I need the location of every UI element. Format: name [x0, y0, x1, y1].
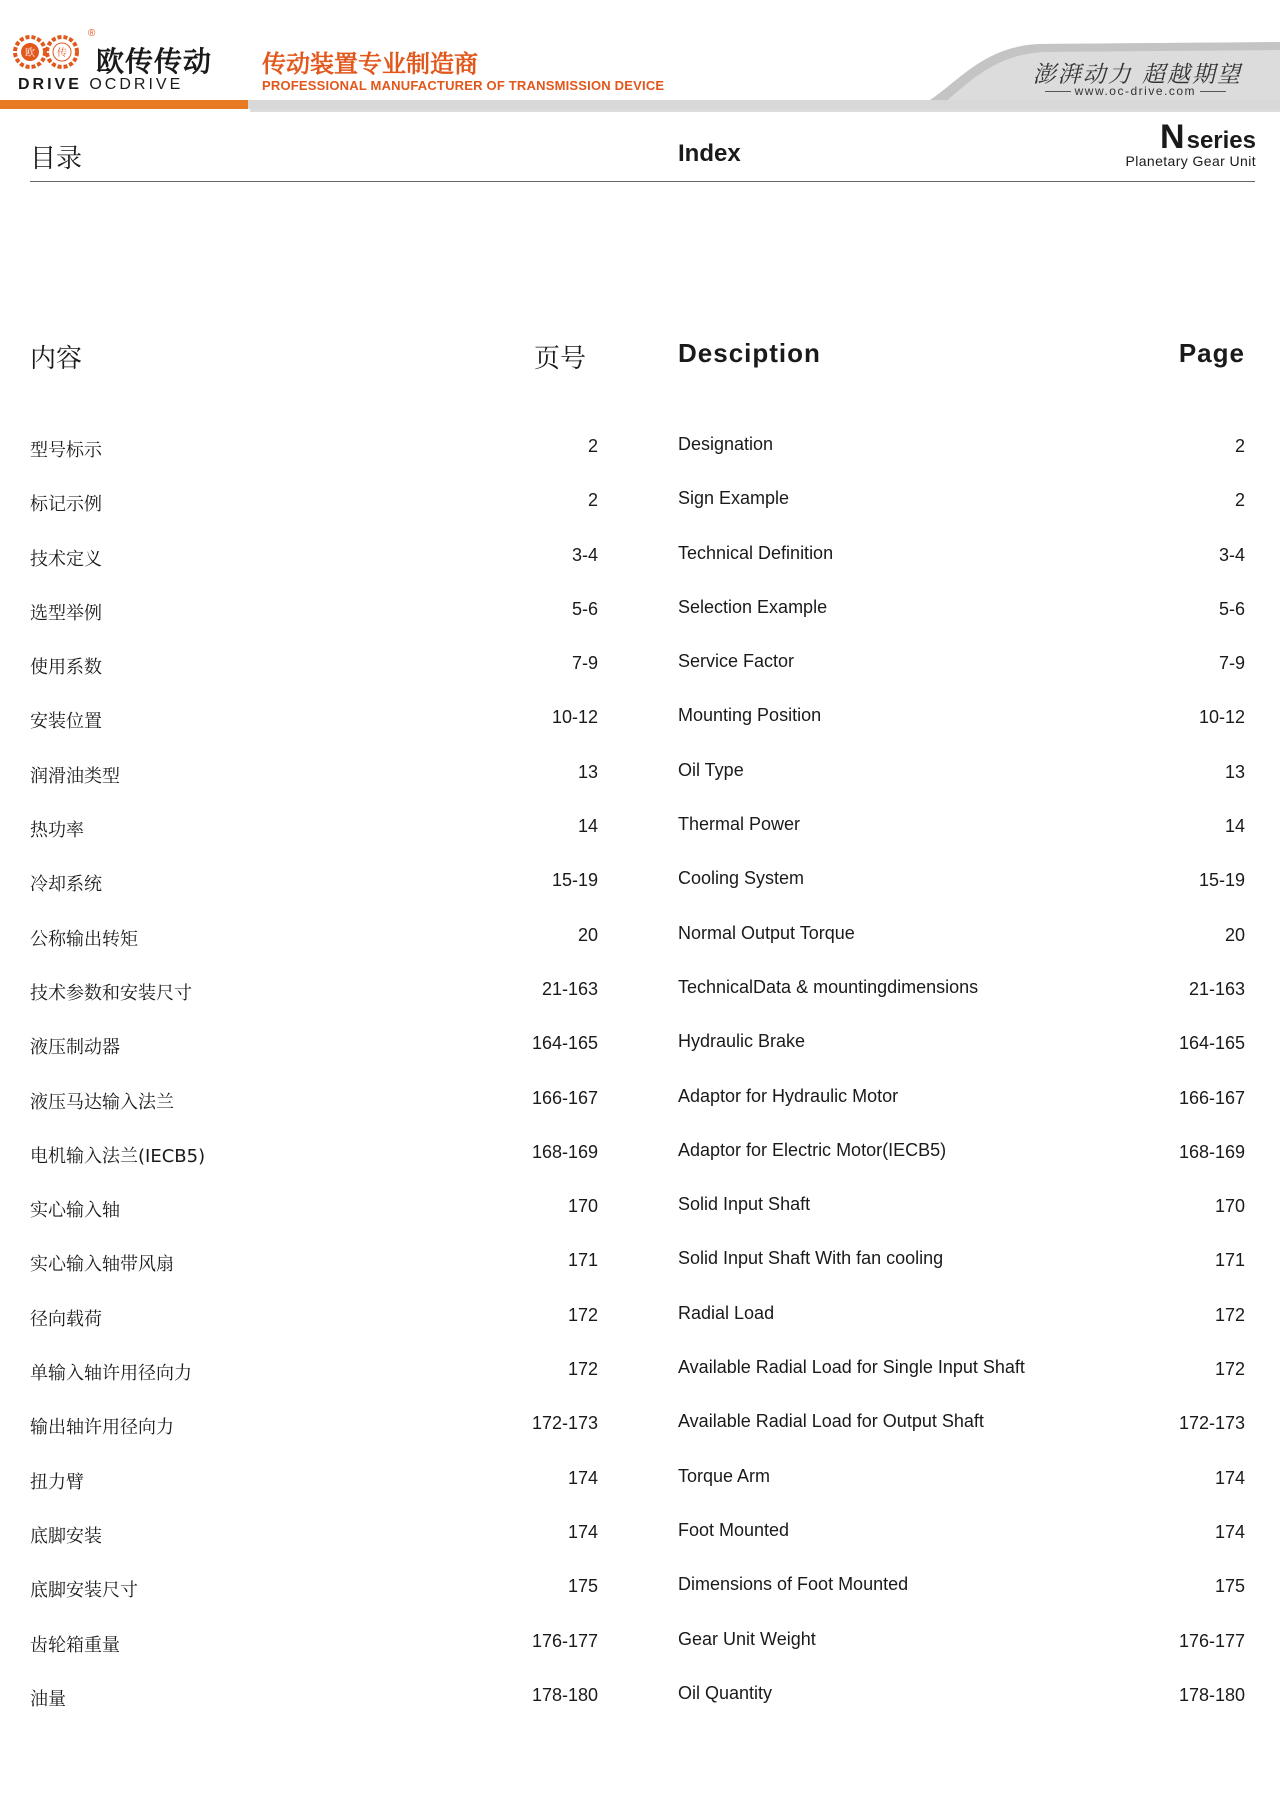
entry-cn-page: 174 — [567, 1467, 598, 1488]
series-label — [1125, 118, 1256, 169]
brand-name-cn: 欧传传动 — [96, 45, 213, 78]
entry-cn-page: 164-165 — [531, 1033, 598, 1054]
entry-cn: 选型举例 — [30, 602, 102, 624]
entry-cn-page: 175 — [567, 1576, 598, 1597]
index-row[interactable] — [0, 756, 1280, 810]
index-row[interactable] — [0, 864, 1280, 918]
entry-cn-page: 7-9 — [571, 653, 598, 674]
entry-en: TechnicalData & mountingdimensions — [678, 976, 979, 997]
header-accent-bar — [0, 100, 248, 109]
entry-en: Service Factor — [678, 651, 795, 672]
entry-cn: 使用系数 — [30, 657, 102, 679]
company-logo[interactable] — [12, 26, 212, 94]
entry-cn-page: 21-163 — [541, 978, 598, 999]
entry-en-page: 7-9 — [1218, 653, 1245, 674]
entry-en-page: 168-169 — [1178, 1141, 1245, 1162]
entry-en: Solid Input Shaft — [678, 1194, 811, 1215]
entry-en-page: 178-180 — [1178, 1684, 1245, 1705]
entry-en: Gear Unit Weight — [678, 1628, 816, 1649]
entry-en: Cooling System — [678, 868, 805, 889]
entry-cn: 输出轴许用径向力 — [30, 1417, 174, 1439]
entry-en-page: 2 — [1234, 490, 1245, 511]
entry-cn: 齿轮箱重量 — [30, 1634, 120, 1656]
entry-en-page: 5-6 — [1218, 598, 1245, 619]
entry-cn-page: 13 — [577, 761, 598, 782]
entry-en: Available Radial Load for Output Shaft — [678, 1411, 984, 1432]
gear-logo-icon — [12, 34, 92, 70]
entry-cn: 底脚安装尺寸 — [30, 1580, 138, 1602]
index-row[interactable] — [0, 1570, 1280, 1624]
entry-en: Dimensions of Foot Mounted — [678, 1574, 909, 1595]
entry-en: Hydraulic Brake — [678, 1031, 806, 1052]
index-row[interactable] — [0, 1244, 1280, 1298]
index-row[interactable] — [0, 810, 1280, 864]
index-row[interactable] — [0, 919, 1280, 973]
column-header-cn-page: 页号 — [534, 344, 587, 374]
entry-en-page: 164-165 — [1178, 1033, 1245, 1054]
entry-cn: 润滑油类型 — [30, 765, 120, 787]
logo-glyph-right: 传 — [57, 48, 67, 59]
page-title-cn: 目录 — [30, 144, 83, 174]
entry-cn-page: 171 — [567, 1250, 598, 1271]
tagline-cn: 传动装置专业制造商 — [262, 50, 478, 78]
index-row[interactable] — [0, 1679, 1280, 1733]
entry-en: Oil Type — [678, 759, 744, 780]
entry-cn: 扭力臂 — [30, 1471, 84, 1493]
website-link[interactable]: www.oc-drive.com — [1041, 84, 1230, 98]
entry-en: Normal Output Torque — [678, 922, 855, 943]
entry-cn-page: 170 — [567, 1196, 598, 1217]
index-row[interactable] — [0, 701, 1280, 755]
column-header-en-desc: Desciption — [678, 338, 821, 368]
entry-cn-page: 14 — [577, 816, 598, 837]
series-subtitle: Planetary Gear Unit — [1125, 153, 1256, 169]
entry-en-page: 14 — [1224, 816, 1245, 837]
index-row[interactable] — [0, 1136, 1280, 1190]
entry-en: Thermal Power — [678, 814, 801, 835]
index-row[interactable] — [0, 484, 1280, 538]
entry-en: Solid Input Shaft With fan cooling — [678, 1248, 944, 1269]
column-header-en-page: Page — [1178, 338, 1245, 368]
entry-en: Mounting Position — [678, 705, 822, 726]
entry-en: Technical Definition — [678, 542, 834, 563]
title-divider — [30, 181, 1255, 182]
entry-en-page: 171 — [1214, 1250, 1245, 1271]
entry-en-page: 174 — [1214, 1467, 1245, 1488]
entry-en-page: 21-163 — [1188, 978, 1245, 999]
index-row[interactable] — [0, 647, 1280, 701]
entry-cn: 实心输入轴 — [30, 1200, 120, 1222]
entry-en-page: 172 — [1214, 1359, 1245, 1380]
entry-en-page: 20 — [1224, 924, 1245, 945]
entry-cn: 电机输入法兰(IECB5) — [30, 1145, 206, 1167]
index-row[interactable] — [0, 430, 1280, 484]
entry-en: Torque Arm — [678, 1465, 771, 1486]
index-row[interactable] — [0, 1082, 1280, 1136]
index-table — [0, 430, 1280, 1733]
entry-en-page: 2 — [1234, 436, 1245, 456]
entry-cn: 安装位置 — [30, 711, 102, 733]
index-row[interactable] — [0, 593, 1280, 647]
entry-en-page: 174 — [1214, 1521, 1245, 1542]
entry-cn-page: 172 — [567, 1359, 598, 1380]
entry-cn: 标记示例 — [30, 494, 102, 516]
brand-name-en — [18, 76, 183, 94]
entry-cn-page: 176-177 — [531, 1630, 598, 1651]
entry-cn: 底脚安装 — [30, 1525, 102, 1547]
entry-cn-page: 5-6 — [571, 598, 598, 619]
entry-cn: 液压制动器 — [30, 1037, 120, 1059]
entry-cn-page: 178-180 — [531, 1684, 598, 1705]
entry-cn-page: 2 — [587, 490, 598, 511]
entry-en: Foot Mounted — [678, 1519, 790, 1540]
index-row[interactable] — [0, 1027, 1280, 1081]
entry-cn-page: 3-4 — [571, 544, 598, 565]
entry-cn-page: 172-173 — [531, 1413, 598, 1434]
entry-cn: 冷却系统 — [30, 874, 102, 896]
entry-en: Sign Example — [678, 488, 790, 509]
entry-cn: 技术定义 — [30, 548, 102, 570]
entry-cn: 公称输出转矩 — [30, 928, 138, 950]
series-word: series — [1186, 127, 1256, 154]
entry-en: Available Radial Load for Single Input Shaft — [678, 1357, 1025, 1378]
index-row[interactable] — [0, 1625, 1280, 1679]
entry-cn: 单输入轴许用径向力 — [30, 1363, 192, 1385]
index-row[interactable] — [0, 1462, 1280, 1516]
entry-en-page: 13 — [1224, 761, 1245, 782]
index-row[interactable] — [0, 1407, 1280, 1461]
index-row[interactable] — [0, 1353, 1280, 1407]
entry-en-page: 175 — [1214, 1576, 1245, 1597]
entry-en-page: 3-4 — [1218, 544, 1245, 565]
page-title-en: Index — [678, 140, 741, 167]
column-header-cn-desc: 内容 — [30, 344, 83, 374]
entry-cn-page: 174 — [567, 1521, 598, 1542]
entry-cn: 热功率 — [30, 820, 84, 842]
registered-mark-icon: ® — [88, 28, 96, 39]
entry-en-page: 170 — [1214, 1196, 1245, 1217]
entry-cn: 型号标示 — [30, 440, 102, 461]
entry-cn-page: 20 — [577, 924, 598, 945]
entry-en-page: 172 — [1214, 1304, 1245, 1325]
entry-en: Selection Example — [678, 596, 828, 617]
index-row[interactable] — [0, 539, 1280, 593]
entry-cn-page: 10-12 — [551, 707, 598, 728]
entry-cn: 油量 — [30, 1688, 66, 1710]
slogan: 澎湃动力 超越期望 — [1032, 62, 1242, 88]
entry-en: Adaptor for Electric Motor(IECB5) — [678, 1139, 947, 1160]
entry-en-page: 10-12 — [1198, 707, 1245, 728]
entry-cn: 径向载荷 — [30, 1308, 102, 1330]
entry-en: Designation — [678, 434, 774, 454]
entry-en: Radial Load — [678, 1302, 775, 1323]
entry-cn: 技术参数和安装尺寸 — [30, 982, 192, 1004]
index-row[interactable] — [0, 973, 1280, 1027]
header-gray-bar — [248, 100, 1280, 109]
entry-cn-page: 166-167 — [531, 1087, 598, 1108]
index-row[interactable] — [0, 1516, 1280, 1570]
entry-en: Oil Quantity — [678, 1682, 773, 1703]
entry-cn: 实心输入轴带风扇 — [30, 1254, 174, 1276]
entry-en: Adaptor for Hydraulic Motor — [678, 1085, 899, 1106]
brand-drive: DRIVE — [18, 76, 82, 93]
series-letter: N — [1160, 118, 1185, 156]
entry-en-page: 176-177 — [1178, 1630, 1245, 1651]
entry-cn-page: 172 — [567, 1304, 598, 1325]
entry-en-page: 15-19 — [1198, 870, 1245, 891]
tagline-en: PROFESSIONAL MANUFACTURER OF TRANSMISSION DEVICE — [262, 78, 665, 93]
brand-ocdrive: OCDRIVE — [89, 76, 184, 93]
logo-glyph-left: 欧 — [25, 48, 35, 59]
index-row[interactable] — [0, 1299, 1280, 1353]
entry-en-page: 172-173 — [1178, 1413, 1245, 1434]
entry-cn-page: 168-169 — [531, 1141, 598, 1162]
entry-en-page: 166-167 — [1178, 1087, 1245, 1108]
entry-cn: 液压马达输入法兰 — [30, 1091, 174, 1113]
entry-cn-page: 2 — [587, 436, 598, 456]
entry-cn-page: 15-19 — [551, 870, 598, 891]
index-row[interactable] — [0, 1190, 1280, 1244]
